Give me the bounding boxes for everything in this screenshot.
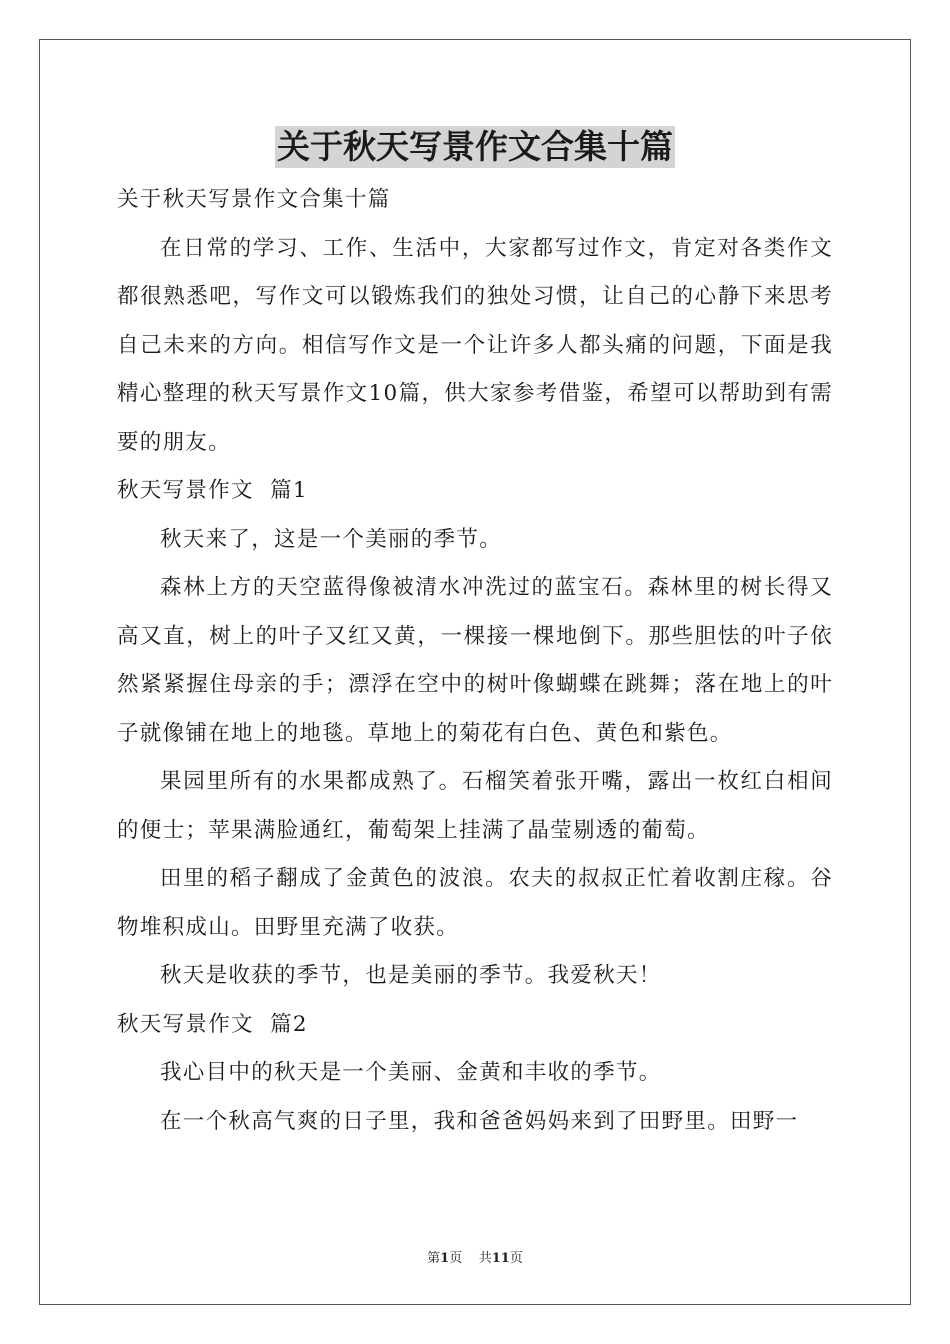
paragraph: 田里的稻子翻成了金黄色的波浪。农夫的叔叔正忙着收割庄稼。谷物堆积成山。田野里充满了收获。 — [117, 866, 833, 940]
footer-page-prefix: 第 — [427, 1251, 441, 1266]
section-heading: 秋天写景作文 篇1 — [117, 478, 308, 503]
paragraph: 秋天是收获的季节，也是美丽的季节。我爱秋天！ — [160, 963, 662, 988]
footer-total-suffix: 页 — [509, 1251, 523, 1266]
page-footer — [0, 1247, 950, 1266]
footer-page-number: 1 — [440, 1251, 450, 1266]
paragraph: 在一个秋高气爽的日子里，我和爸爸妈妈来到了田野里。田野一 — [160, 1108, 799, 1134]
paragraph: 秋天来了，这是一个美丽的季节。 — [160, 526, 503, 552]
paragraph: 森林上方的天空蓝得像被清水冲洗过的蓝宝石。森林里的树长得又高又直，树上的叶子又红又黄，一棵接一棵地倒下。那些胆怯的叶子依然紧紧握住母亲的手；漂浮在空中的树叶像蝴蝶在跳舞；落在地上的叶子就像铺在地上的地毯。草地上的菊花有白色、黄色和紫色。 — [117, 575, 833, 746]
paragraph: 我心目中的秋天是一个美丽、金黄和丰收的季节。 — [160, 1060, 662, 1085]
footer-total-prefix: 共 — [478, 1251, 492, 1266]
title-container — [0, 126, 950, 168]
footer-total-pages: 11 — [491, 1251, 510, 1266]
footer-page-suffix: 页 — [449, 1251, 463, 1266]
paragraph: 在日常的学习、工作、生活中，大家都写过作文，肯定对各类作文都很熟悉吧，写作文可以锻炼我们的独处习惯，让自己的心静下来思考自己未来的方向。相信写作文是一个让许多人都头痛的问题，下面是我精心整理的秋天写景作文10篇，供大家参考借鉴，希望可以帮助到有需要的朋友。 — [117, 235, 833, 455]
section-heading: 秋天写景作文 篇2 — [117, 1011, 308, 1037]
document-body — [117, 176, 833, 1146]
paragraph: 关于秋天写景作文合集十篇 — [117, 187, 391, 212]
document-title: 关于秋天写景作文合集十篇 — [277, 127, 673, 166]
paragraph: 果园里所有的水果都成熟了。石榴笑着张开嘴，露出一枚红白相间的便士；苹果满脸通红，葡萄架上挂满了晶莹剔透的葡萄。 — [117, 769, 833, 843]
